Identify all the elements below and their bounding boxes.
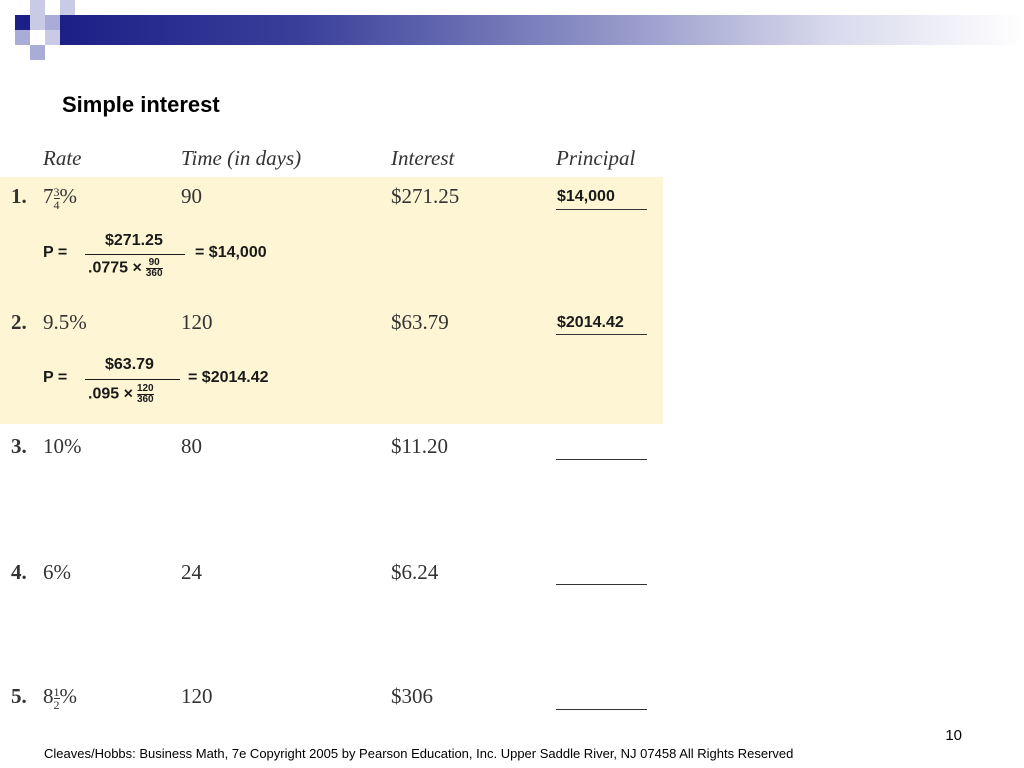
formula-1-lhs: P = <box>43 244 68 261</box>
header-rate: Rate <box>43 146 82 170</box>
row-1-interest: $271.25 <box>391 184 460 208</box>
row-5-number: 5. <box>11 684 27 708</box>
row-4-interest: $6.24 <box>391 560 439 584</box>
row-4-number: 4. <box>11 560 27 584</box>
row-2-principal: $2014.42 <box>557 314 624 331</box>
formula-1-denominator: .0775 × $\frac{90}{360}$ <box>88 257 163 279</box>
header-gradient-bar <box>60 15 1024 45</box>
row-2-time: 120 <box>181 310 213 334</box>
row-3-rate: 10% <box>43 434 82 458</box>
row-3-answer-blank[interactable] <box>556 459 647 460</box>
row-2-answer-line <box>556 334 647 335</box>
row-5-rate: 8 $\frac{1}{2}$ % <box>43 684 77 712</box>
formula-2-result: = $2014.42 <box>188 369 269 386</box>
formula-2-denominator: .095 × $\frac{120}{360}$ <box>88 383 154 405</box>
row-1-number: 1. <box>11 184 27 208</box>
row-1-time: 90 <box>181 184 202 208</box>
formula-2-fraction-bar <box>85 379 180 380</box>
row-5-answer-blank[interactable] <box>556 709 647 710</box>
page-number: 10 <box>945 727 962 744</box>
formula-1-numerator: $271.25 <box>105 232 163 249</box>
row-1-principal: $14,000 <box>557 188 615 205</box>
row-5-interest: $306 <box>391 684 433 708</box>
row-4-rate: 6% <box>43 560 71 584</box>
slide-title: Simple interest <box>62 92 220 117</box>
formula-2-numerator: $63.79 <box>105 356 154 373</box>
row-4-time: 24 <box>181 560 202 584</box>
row-2-number: 2. <box>11 310 27 334</box>
row-1-rate: 7 $\frac{3}{4}$ % <box>43 184 77 212</box>
header-time: Time (in days) <box>181 146 302 170</box>
row-3-interest: $11.20 <box>391 434 448 458</box>
row-2-interest: $63.79 <box>391 310 449 334</box>
row-2-rate: 9.5% <box>43 310 87 334</box>
row-3-number: 3. <box>11 434 27 458</box>
formula-1-fraction-bar <box>85 254 185 255</box>
row-4-answer-blank[interactable] <box>556 584 647 585</box>
formula-1-result: = $14,000 <box>195 244 267 261</box>
row-5-time: 120 <box>181 684 213 708</box>
row-1-answer-line <box>556 209 647 210</box>
formula-2-lhs: P = <box>43 369 68 386</box>
header-principal: Principal <box>556 146 636 170</box>
header-squares-logo <box>0 0 75 62</box>
header-interest: Interest <box>391 146 455 170</box>
row-3-time: 80 <box>181 434 202 458</box>
copyright-footer: Cleaves/Hobbs: Business Math, 7e Copyright 2005 by Pearson Education, Inc. Upper Saddle River, NJ 07458 All Rights Reserved <box>44 746 794 761</box>
